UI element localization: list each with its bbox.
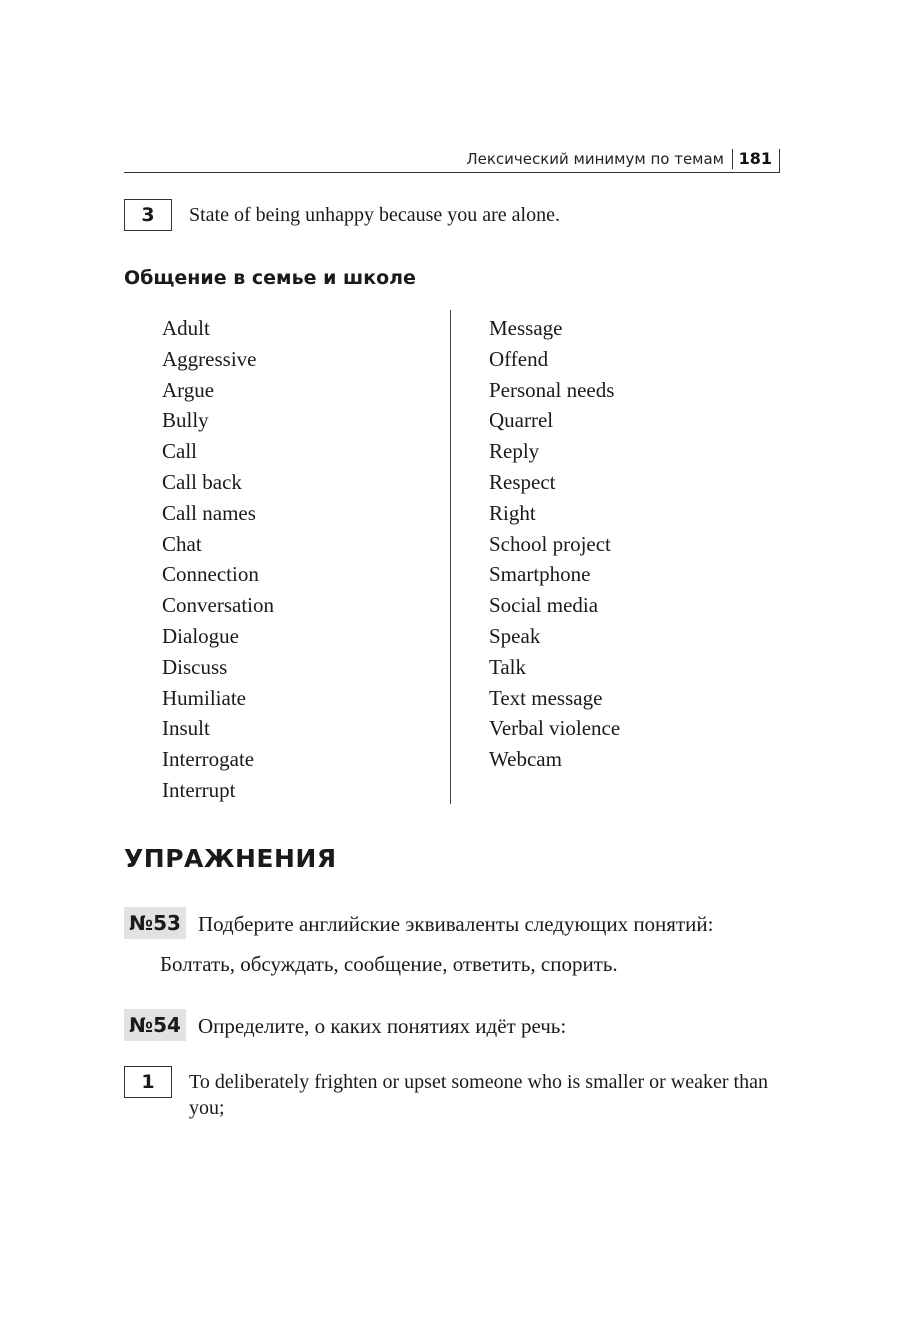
exercise-53-words: Болтать, обсуждать, сообщение, ответить, спорить.: [160, 952, 618, 976]
vocab-word: Humiliate: [162, 685, 246, 710]
vocab-word: Argue: [162, 377, 215, 402]
vocab-word: Social media: [489, 593, 599, 618]
vocab-word: Adult: [162, 316, 210, 340]
vocab-word: Bully: [162, 408, 209, 433]
vocab-right-column: [489, 313, 620, 775]
page-number: 181: [738, 149, 772, 168]
vocab-word: Call names: [162, 500, 256, 525]
vocab-word: Text message: [489, 685, 603, 710]
vocab-word: Insult: [162, 716, 210, 741]
section-subheading: Общение в семье и школе: [124, 267, 416, 289]
vocab-word: Interrupt: [162, 777, 236, 802]
vocab-word: Call back: [162, 469, 242, 494]
vocab-word: Message: [489, 316, 563, 340]
vocab-word: Reply: [489, 439, 540, 464]
item-number-box: 3: [124, 199, 172, 231]
running-head-tick: [779, 149, 780, 172]
vocab-word: Discuss: [162, 654, 228, 679]
vocab-word: Speak: [489, 623, 541, 648]
vocab-word: Talk: [489, 654, 527, 679]
vocab-word: Chat: [162, 531, 202, 556]
vocab-word: Call: [162, 439, 197, 464]
vocab-word: Smartphone: [489, 562, 591, 587]
item-text: To deliberately frighten or upset someone who is smaller or weaker than you;: [189, 1071, 768, 1119]
vocab-word: Connection: [162, 562, 259, 587]
item-text: State of being unhappy because you are alone.: [189, 204, 560, 226]
vocab-left-column: [162, 313, 274, 806]
exercise-53-number: №53: [124, 907, 186, 939]
running-head-separator: [732, 149, 733, 169]
item-number-box: 1: [124, 1066, 172, 1098]
column-divider: [450, 310, 451, 804]
vocab-word: Offend: [489, 346, 549, 371]
exercise-54-number: №54: [124, 1009, 186, 1041]
vocab-word: Quarrel: [489, 408, 554, 433]
vocab-word: Dialogue: [162, 623, 239, 648]
exercises-title: УПРАЖНЕНИЯ: [124, 844, 337, 873]
exercise-53-instruction: Подберите английские эквиваленты следующих понятий:: [198, 912, 714, 936]
vocab-word: Verbal violence: [489, 716, 621, 741]
vocab-word: Respect: [489, 469, 556, 494]
vocab-word: Right: [489, 500, 536, 525]
vocab-word: Personal needs: [489, 377, 615, 402]
exercise-54-instruction: Определите, о каких понятиях идёт речь:: [198, 1014, 567, 1038]
running-head-title: Лексический минимум по темам: [466, 150, 724, 168]
vocab-word: Aggressive: [162, 346, 257, 371]
running-head: [124, 146, 780, 173]
vocab-word: Conversation: [162, 593, 274, 618]
vocab-word: Webcam: [489, 747, 562, 772]
vocab-word: School project: [489, 531, 611, 556]
vocab-word: Interrogate: [162, 747, 255, 772]
